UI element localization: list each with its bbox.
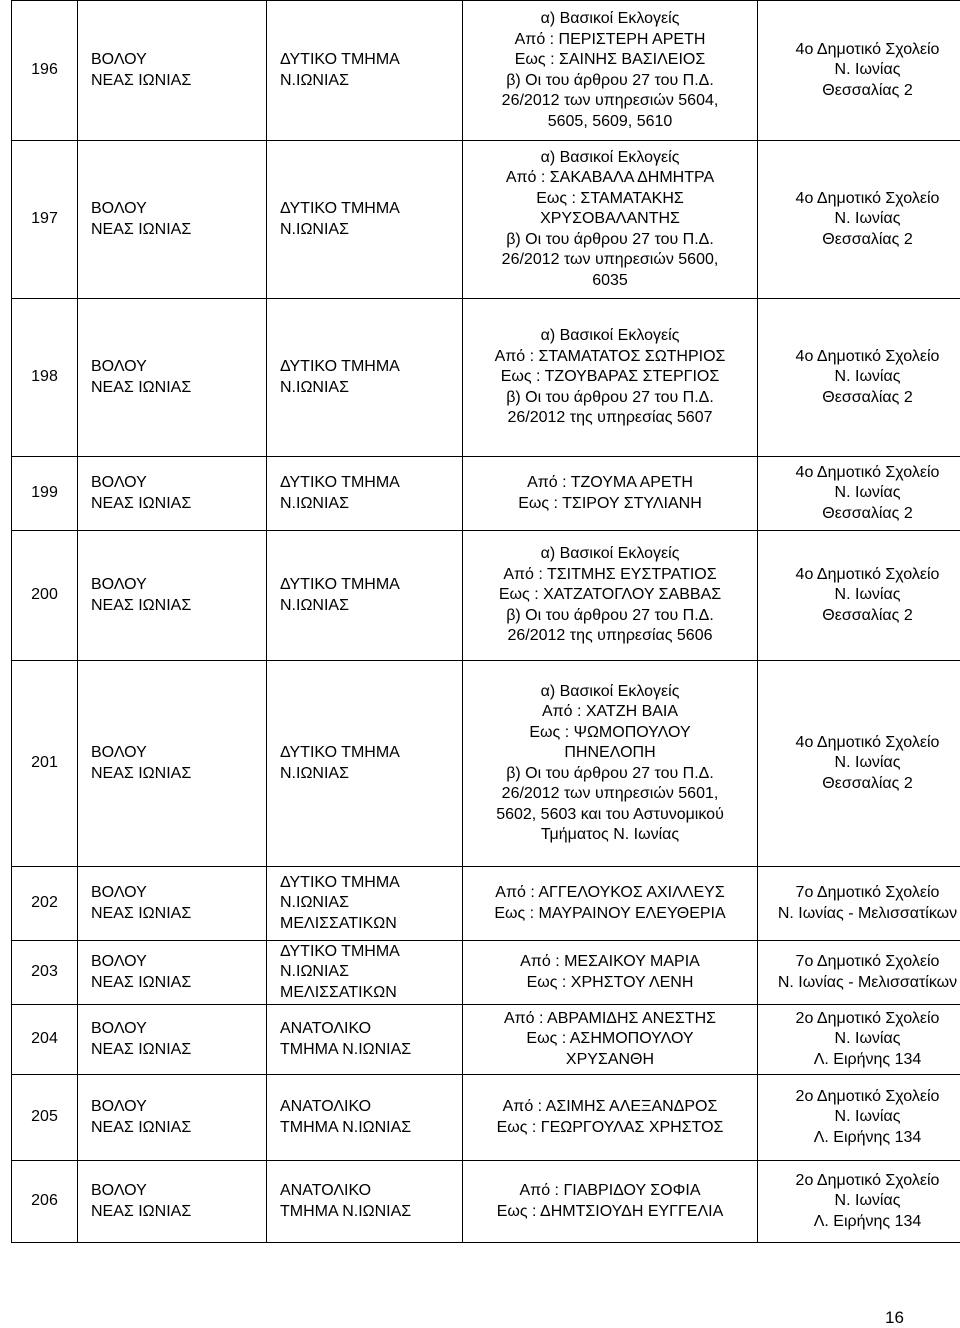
voter-range-line: 5602, 5603 και του Αστυνομικού [496,805,724,823]
polling-location-line: 7ο Δημοτικό Σχολείο [795,884,940,901]
table-row [12,1075,960,1161]
district-line: ΔΥΤΙΚΟ ΤΜΗΜΑ [280,576,400,593]
voter-range-line: Από : ΤΖΟΥΜΑ ΑΡΕΤΗ [527,474,693,491]
district-line: ΑΝΑΤΟΛΙΚΟ [280,1182,372,1199]
voter-range-cell [463,867,758,941]
district-cell [267,1075,463,1161]
municipality-line: ΒΟΛΟΥ [91,1020,147,1037]
voter-range-line: Από : ΣΤΑΜΑΤΑΤΟΣ ΣΩΤΗΡΙΟΣ [494,347,726,365]
voter-range-line: Από : ΑΒΡΑΜΙΔΗΣ ΑΝΕΣΤΗΣ [503,1009,717,1027]
district-line: Ν.ΙΩΝΙΑΣ [280,71,349,89]
voter-range-line: Από : ΑΓΓΕΛΟΥΚΟΣ ΑΧΙΛΛΕΥΣ [495,884,725,901]
municipality-line: ΝΕΑΣ ΙΩΝΙΑΣ [91,764,192,782]
voter-range-line: ΧΡΥΣΑΝΘΗ [565,1050,655,1068]
polling-location-line: 4ο Δημοτικό Σχολείο [795,733,940,751]
polling-location-line: Θεσσαλίας 2 [822,81,913,99]
municipality-line: ΒΟΛΟΥ [91,576,147,593]
polling-location-cell [758,457,960,531]
voter-range-line: 6035 [592,271,628,289]
voter-range-line: ΧΡΥΣΟΒΑΛΑΝΤΗΣ [540,210,680,228]
polling-location-line: Ν. Ιωνίας [834,1192,901,1210]
voter-range-line: Από : ΜΕΣΑΙΚΟΥ ΜΑΡΙΑ [520,953,700,970]
municipality-cell [78,1075,267,1161]
municipality-line: ΝΕΑΣ ΙΩΝΙΑΣ [91,71,192,89]
voter-range-line: Από : ΣΑΚΑΒΑΛΑ ΔΗΜΗΤΡΑ [505,169,715,187]
station-number-cell: 202 [12,867,78,941]
district-line: Ν.ΙΩΝΙΑΣ [280,596,349,614]
voter-range-line: Από : ΑΣΙΜΗΣ ΑΛΕΞΑΝΔΡΟΣ [502,1098,718,1115]
station-number-cell: 196 [12,1,78,141]
municipality-cell [78,867,267,941]
municipality-line: ΝΕΑΣ ΙΩΝΙΑΣ [91,973,192,991]
voter-range-line: 26/2012 των υπηρεσιών 5601, [501,785,719,802]
polling-location-cell [758,1075,960,1161]
table-row [12,1005,960,1075]
municipality-line: ΝΕΑΣ ΙΩΝΙΑΣ [91,494,192,512]
polling-location-cell [758,1161,960,1243]
district-line: Ν.ΙΩΝΙΑΣ [280,378,349,396]
voter-range-line: Εως : ΓΕΩΡΓΟΥΛΑΣ ΧΡΗΣΤΟΣ [496,1118,724,1136]
municipality-cell [78,531,267,661]
polling-location-cell [758,1005,960,1075]
polling-location-line: Θεσσαλίας 2 [822,606,913,624]
voter-range-cell [463,1,758,141]
polling-location-line: 4ο Δημοτικό Σχολείο [795,463,940,481]
municipality-cell [78,141,267,299]
polling-location-line: 4ο Δημοτικό Σχολείο [795,565,940,583]
polling-location-cell [758,867,960,941]
station-number-cell: 205 [12,1075,78,1161]
voter-range-line: 26/2012 των υπηρεσιών 5600, [501,251,719,269]
voter-range-line: Από : ΤΣΙΤΜΗΣ ΕΥΣΤΡΑΤΙΟΣ [503,565,717,583]
polling-location-line: 2ο Δημοτικό Σχολείο [795,1171,940,1189]
district-line: ΜΕΛΙΣΣΑΤΙΚΩΝ [280,983,397,1001]
municipality-cell [78,1005,267,1075]
table-row [12,661,960,867]
district-line: ΔΥΤΙΚΟ ΤΜΗΜΑ [280,942,400,960]
polling-location-line: Ν. Ιωνίας - Μελισσατίκων [777,973,958,991]
voter-range-line: Εως : ΧΑΤΖΑΤΟΓΛΟΥ ΣΑΒΒΑΣ [498,586,722,604]
voter-range-line: 26/2012 της υπηρεσίας 5606 [507,627,713,645]
voter-range-line: ΠΗΝΕΛΟΠΗ [564,744,656,761]
municipality-line: ΒΟΛΟΥ [91,953,147,970]
voter-range-line: 26/2012 των υπηρεσιών 5604, [501,92,719,109]
municipality-cell [78,299,267,457]
table-row [12,867,960,941]
polling-location-line: Ν. Ιωνίας [834,368,901,386]
polling-location-line: Ν. Ιωνίας - Μελισσατίκων [777,904,958,922]
voter-range-cell [463,661,758,867]
voter-range-cell [463,941,758,1005]
municipality-line: ΒΟΛΟΥ [91,744,147,761]
voter-range-line: Από : ΧΑΤΖΗ ΒΑΙΑ [541,703,679,720]
district-cell [267,457,463,531]
station-number-cell: 204 [12,1005,78,1075]
district-cell [267,141,463,299]
polling-location-line: Λ. Ειρήνης 134 [813,1128,922,1146]
voter-range-cell [463,457,758,531]
voter-range-line: α) Βασικοί Εκλογείς [540,682,680,700]
district-line: ΑΝΑΤΟΛΙΚΟ [280,1098,372,1115]
municipality-line: ΒΟΛΟΥ [91,200,147,217]
municipality-line: ΒΟΛΟΥ [91,1182,147,1199]
district-line: ΔΥΤΙΚΟ ΤΜΗΜΑ [280,51,400,68]
voter-range-line: β) Οι του άρθρου 27 του Π.Δ. [506,71,714,89]
district-cell [267,661,463,867]
polling-location-cell [758,531,960,661]
voter-range-line: β) Οι του άρθρου 27 του Π.Δ. [506,230,714,248]
table-row [12,1,960,141]
district-line: ΔΥΤΙΚΟ ΤΜΗΜΑ [280,200,400,217]
polling-location-line: Θεσσαλίας 2 [822,388,913,406]
voter-range-line: Εως : ΣΤΑΜΑΤΑΚΗΣ [536,189,684,207]
table-row [12,141,960,299]
municipality-cell [78,1,267,141]
polling-location-line: Θεσσαλίας 2 [822,504,913,522]
station-number-cell: 197 [12,141,78,299]
district-cell [267,1,463,141]
district-line: Ν.ΙΩΝΙΑΣ [280,220,349,238]
polling-location-line: Ν. Ιωνίας [834,484,901,502]
polling-location-line: Λ. Ειρήνης 134 [813,1212,922,1230]
polling-location-line: Ν. Ιωνίας [834,754,901,772]
station-number-cell: 200 [12,531,78,661]
table-row [12,457,960,531]
voter-range-line: α) Βασικοί Εκλογείς [540,148,680,166]
voter-range-cell [463,1161,758,1243]
voter-range-line: Εως : ΤΣΙΡΟΥ ΣΤΥΛΙΑΝΗ [518,494,702,512]
voter-range-line: α) Βασικοί Εκλογείς [540,545,680,563]
municipality-cell [78,941,267,1005]
district-line: ΔΥΤΙΚΟ ΤΜΗΜΑ [280,744,400,761]
municipality-line: ΒΟΛΟΥ [91,51,147,68]
district-line: Ν.ΙΩΝΙΑΣ [280,494,349,512]
table-row [12,1161,960,1243]
municipality-line: ΒΟΛΟΥ [91,474,147,491]
polling-location-line: 4ο Δημοτικό Σχολείο [795,189,940,207]
polling-location-line: 4ο Δημοτικό Σχολείο [795,347,940,365]
district-line: ΤΜΗΜΑ Ν.ΙΩΝΙΑΣ [280,1202,412,1220]
district-cell [267,299,463,457]
voter-range-line: α) Βασικοί Εκλογείς [540,327,680,345]
voter-range-line: β) Οι του άρθρου 27 του Π.Δ. [506,764,714,782]
municipality-line: ΝΕΑΣ ΙΩΝΙΑΣ [91,378,192,396]
voter-range-line: Από : ΠΕΡΙΣΤΕΡΗ ΑΡΕΤΗ [514,30,706,48]
district-cell [267,1161,463,1243]
station-number-cell: 206 [12,1161,78,1243]
municipality-line: ΝΕΑΣ ΙΩΝΙΑΣ [91,1202,192,1220]
voter-range-cell [463,1005,758,1075]
polling-location-cell [758,299,960,457]
voter-range-line: Εως : ΔΗΜΤΣΙΟΥΔΗ ΕΥΓΓΕΛΙΑ [496,1202,724,1220]
municipality-cell [78,1161,267,1243]
station-number-cell: 199 [12,457,78,531]
polling-location-line: Ν. Ιωνίας [834,1108,901,1126]
municipality-line: ΝΕΑΣ ΙΩΝΙΑΣ [91,1040,192,1058]
polling-location-line: Ν. Ιωνίας [834,586,901,604]
district-line: ΑΝΑΤΟΛΙΚΟ [280,1020,372,1037]
voter-range-line: Εως : ΧΡΗΣΤΟΥ ΛΕΝΗ [526,973,694,991]
district-line: ΔΥΤΙΚΟ ΤΜΗΜΑ [280,474,400,491]
voter-range-line: α) Βασικοί Εκλογείς [540,10,680,27]
municipality-line: ΒΟΛΟΥ [91,1098,147,1115]
polling-location-line: 2ο Δημοτικό Σχολείο [795,1009,940,1027]
table-row [12,531,960,661]
polling-location-line: Ν. Ιωνίας [834,210,901,228]
district-line: Ν.ΙΩΝΙΑΣ [280,764,349,782]
polling-location-line: Ν. Ιωνίας [834,1030,901,1048]
municipality-line: ΒΟΛΟΥ [91,884,147,901]
district-line: Ν.ΙΩΝΙΑΣ [280,894,349,912]
voter-range-cell [463,1075,758,1161]
voter-range-line: 26/2012 της υπηρεσίας 5607 [507,409,713,427]
station-number-cell: 203 [12,941,78,1005]
page-number: 16 [885,1308,904,1327]
voter-range-line: Εως : ΣΑΙΝΗΣ ΒΑΣΙΛΕΙΟΣ [514,51,706,68]
voter-range-line: Εως : ΨΩΜΟΠΟΥΛΟΥ [529,723,691,741]
district-cell [267,531,463,661]
polling-location-cell [758,941,960,1005]
polling-location-line: 7ο Δημοτικό Σχολείο [795,953,940,970]
table-row [12,941,960,1005]
voter-range-line: β) Οι του άρθρου 27 του Π.Δ. [506,388,714,406]
voter-range-line: Από : ΓΙΑΒΡΙΔΟΥ ΣΟΦΙΑ [519,1182,701,1199]
district-cell [267,1005,463,1075]
district-line: ΤΜΗΜΑ Ν.ΙΩΝΙΑΣ [280,1040,412,1058]
polling-location-line: Θεσσαλίας 2 [822,774,913,792]
station-number-cell: 198 [12,299,78,457]
district-cell [267,941,463,1005]
station-number-cell: 201 [12,661,78,867]
municipality-line: ΝΕΑΣ ΙΩΝΙΑΣ [91,596,192,614]
table-row [12,299,960,457]
polling-location-cell [758,141,960,299]
voter-range-line: Εως : ΤΖΟΥΒΑΡΑΣ ΣΤΕΡΓΙΟΣ [500,368,720,386]
district-cell [267,867,463,941]
municipality-line: ΝΕΑΣ ΙΩΝΙΑΣ [91,220,192,238]
polling-location-line: 4ο Δημοτικό Σχολείο [795,40,940,58]
voter-range-line: Εως : ΜΑΥΡΑΙΝΟΥ ΕΛΕΥΘΕΡΙΑ [494,904,726,922]
voter-range-line: 5605, 5609, 5610 [547,112,673,130]
voter-range-cell [463,141,758,299]
voter-range-line: β) Οι του άρθρου 27 του Π.Δ. [506,606,714,624]
polling-stations-table [11,0,960,1243]
voter-range-line: Εως : ΑΣΗΜΟΠΟΥΛΟΥ [526,1030,694,1048]
municipality-line: ΝΕΑΣ ΙΩΝΙΑΣ [91,904,192,922]
voter-range-cell [463,531,758,661]
district-line: ΤΜΗΜΑ Ν.ΙΩΝΙΑΣ [280,1118,412,1136]
district-line: ΔΥΤΙΚΟ ΤΜΗΜΑ [280,873,400,891]
municipality-line: ΒΟΛΟΥ [91,358,147,375]
district-line: ΜΕΛΙΣΣΑΤΙΚΩΝ [280,914,397,932]
municipality-line: ΝΕΑΣ ΙΩΝΙΑΣ [91,1118,192,1136]
polling-location-line: Ν. Ιωνίας [834,61,901,79]
municipality-cell [78,661,267,867]
district-line: ΔΥΤΙΚΟ ΤΜΗΜΑ [280,358,400,375]
polling-location-line: 2ο Δημοτικό Σχολείο [795,1087,940,1105]
polling-location-cell [758,1,960,141]
polling-location-line: Λ. Ειρήνης 134 [813,1050,922,1068]
municipality-cell [78,457,267,531]
polling-location-cell [758,661,960,867]
district-line: Ν.ΙΩΝΙΑΣ [280,963,349,981]
polling-location-line: Θεσσαλίας 2 [822,230,913,248]
voter-range-line: Τμήματος Ν. Ιωνίας [540,826,680,843]
voter-range-cell [463,299,758,457]
